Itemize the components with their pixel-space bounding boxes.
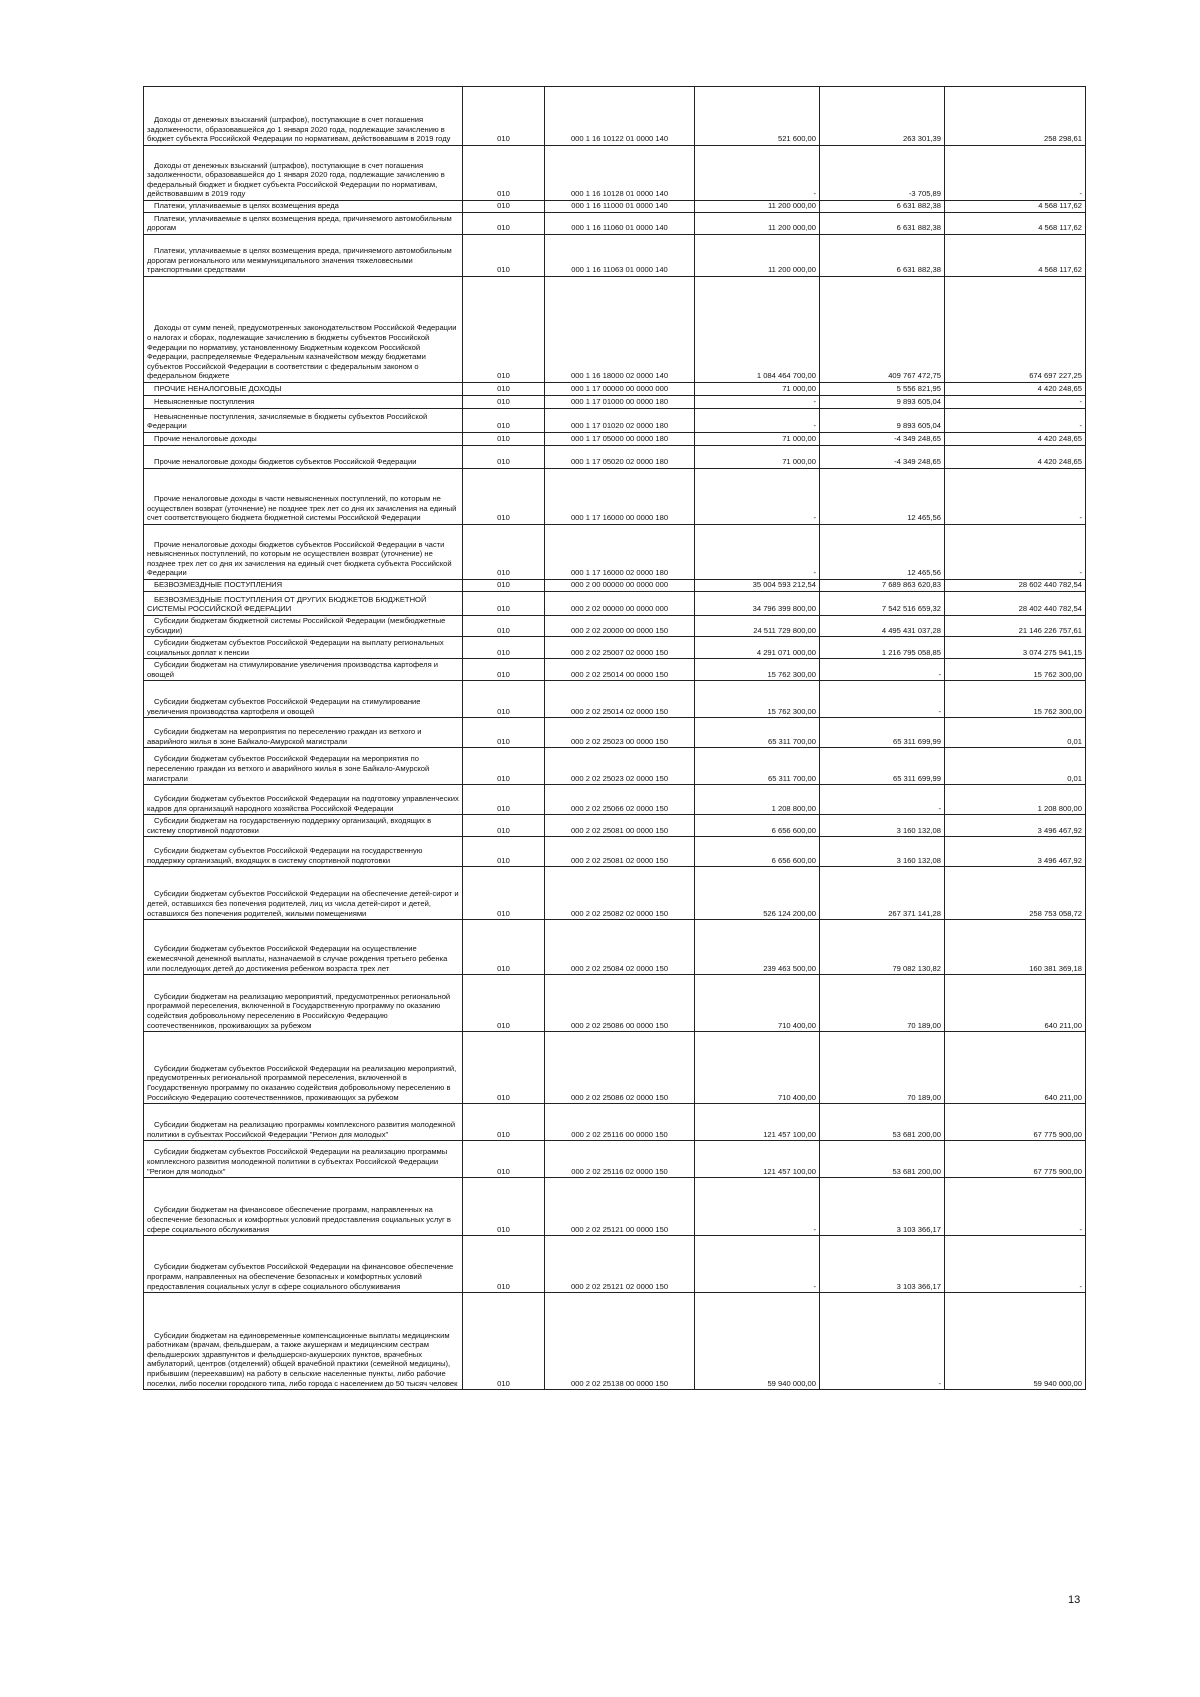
row-executed: - [820,659,945,681]
row-name: Субсидии бюджетам субъектов Российской Федерации на обеспечение детей-сирот и детей, оставшихся без попечения родителей, лиц из числа детей-сирот и детей, оставшихся без попечения родителей, жилыми помещениями [144,867,463,920]
row-executed: - [820,681,945,718]
row-executed: 1 216 795 058,85 [820,637,945,659]
row-kbk: 000 1 16 10122 01 0000 140 [545,87,695,146]
table-row [144,837,1086,867]
row-executed: 12 465,56 [820,525,945,580]
row-kbk: 000 2 02 25116 02 0000 150 [545,1141,695,1178]
row-executed: 65 311 699,99 [820,748,945,785]
row-code: 010 [463,580,545,592]
row-executed: 4 495 431 037,28 [820,616,945,637]
row-unexecuted: 674 697 227,25 [945,277,1086,383]
row-code: 010 [463,409,545,433]
table-row [144,277,1086,383]
row-executed: 409 767 472,75 [820,277,945,383]
row-unexecuted: - [945,409,1086,433]
row-unexecuted: 640 211,00 [945,975,1086,1032]
row-unexecuted: - [945,1236,1086,1293]
row-kbk: 000 2 02 25082 02 0000 150 [545,867,695,920]
row-approved: 15 762 300,00 [695,659,820,681]
row-name: Субсидии бюджетам субъектов Российской Федерации на мероприятия по переселению граждан из ветхого и аварийного жилья в зоне Байкало-Амурской магистрали [144,748,463,785]
row-name: Субсидии бюджетам на стимулирование увеличения производства картофеля и овощей [144,659,463,681]
row-unexecuted: - [945,146,1086,201]
table-row [144,396,1086,409]
row-unexecuted: 3 496 467,92 [945,815,1086,837]
row-code: 010 [463,837,545,867]
row-kbk: 000 2 02 25081 02 0000 150 [545,837,695,867]
row-approved: 11 200 000,00 [695,213,820,235]
row-executed: 7 689 863 620,83 [820,580,945,592]
row-unexecuted: - [945,525,1086,580]
row-kbk: 000 2 02 25116 00 0000 150 [545,1104,695,1141]
row-name: Субсидии бюджетам на мероприятия по переселению граждан из ветхого и аварийного жилья в зоне Байкало-Амурской магистрали [144,718,463,748]
row-approved: 71 000,00 [695,433,820,446]
row-name: Прочие неналоговые доходы [144,433,463,446]
row-code: 010 [463,201,545,213]
table-row [144,681,1086,718]
row-unexecuted: 4 420 248,65 [945,383,1086,396]
row-kbk: 000 2 02 25014 02 0000 150 [545,681,695,718]
row-approved: - [695,409,820,433]
row-executed: 7 542 516 659,32 [820,592,945,616]
row-unexecuted: - [945,469,1086,525]
row-code: 010 [463,592,545,616]
row-approved: 6 656 600,00 [695,837,820,867]
row-executed: 9 893 605,04 [820,396,945,409]
row-unexecuted: 258 298,61 [945,87,1086,146]
row-unexecuted: 15 762 300,00 [945,659,1086,681]
row-approved: 24 511 729 800,00 [695,616,820,637]
row-code: 010 [463,815,545,837]
row-approved: - [695,1236,820,1293]
row-name: Доходы от денежных взысканий (штрафов), поступающие в счет погашения задолженности, образовавшейся до 1 января 2020 года, подлежащие зачислению в федеральный бюджет и бюджет субъекта Российской Федерации по нормативам, действовавшим в 2019 году [144,146,463,201]
row-kbk: 000 1 17 01020 02 0000 180 [545,409,695,433]
row-kbk: 000 1 17 05020 02 0000 180 [545,446,695,469]
row-executed: 65 311 699,99 [820,718,945,748]
row-approved: 1 084 464 700,00 [695,277,820,383]
row-approved: 6 656 600,00 [695,815,820,837]
row-kbk: 000 1 17 16000 02 0000 180 [545,525,695,580]
row-kbk: 000 2 02 25084 02 0000 150 [545,920,695,975]
row-code: 010 [463,525,545,580]
row-kbk: 000 1 16 11063 01 0000 140 [545,235,695,277]
row-approved: 4 291 071 000,00 [695,637,820,659]
row-name: Субсидии бюджетам субъектов Российской Федерации на выплату региональных социальных доплат к пенсии [144,637,463,659]
row-name: Невыясненные поступления [144,396,463,409]
row-unexecuted: 4 420 248,65 [945,433,1086,446]
row-kbk: 000 2 02 00000 00 0000 000 [545,592,695,616]
row-code: 010 [463,616,545,637]
row-approved: 59 940 000,00 [695,1293,820,1390]
row-executed: 9 893 605,04 [820,409,945,433]
table-row [144,235,1086,277]
row-kbk: 000 2 02 25081 00 0000 150 [545,815,695,837]
row-name: Субсидии бюджетам субъектов Российской Федерации на реализацию программы комплексного развития молодежной политики в субъектах Российской Федерации "Регион для молодых" [144,1141,463,1178]
row-kbk: 000 1 17 00000 00 0000 000 [545,383,695,396]
row-approved: 710 400,00 [695,1032,820,1104]
row-approved: - [695,1178,820,1236]
row-name: Доходы от сумм пеней, предусмотренных законодательством Российской Федерации о налогах и сборах, подлежащие зачислению в бюджеты субъектов Российской Федерации по нормативу, установленному Бюджетным кодексом Российской Федерации, распределяемые Федеральным казначейством между бюджетами субъектов Российской Федерации в соответствии с федеральным законом о федеральном бюджете [144,277,463,383]
row-name: ПРОЧИЕ НЕНАЛОГОВЫЕ ДОХОДЫ [144,383,463,396]
row-approved: 526 124 200,00 [695,867,820,920]
row-name: Субсидии бюджетам субъектов Российской Федерации на стимулирование увеличения производства картофеля и овощей [144,681,463,718]
row-executed: -4 349 248,65 [820,433,945,446]
row-approved: 11 200 000,00 [695,235,820,277]
table-row [144,409,1086,433]
row-unexecuted: 160 381 369,18 [945,920,1086,975]
row-kbk: 000 1 16 11000 01 0000 140 [545,201,695,213]
row-kbk: 000 2 00 00000 00 0000 000 [545,580,695,592]
row-name: БЕЗВОЗМЕЗДНЫЕ ПОСТУПЛЕНИЯ ОТ ДРУГИХ БЮДЖЕТОВ БЮДЖЕТНОЙ СИСТЕМЫ РОССИЙСКОЙ ФЕДЕРАЦИИ [144,592,463,616]
table-row [144,525,1086,580]
page-number: 13 [1068,1594,1081,1606]
row-approved: - [695,469,820,525]
row-name: Субсидии бюджетам на государственную поддержку организаций, входящих в систему спортивной подготовки [144,815,463,837]
row-unexecuted: 28 602 440 782,54 [945,580,1086,592]
row-kbk: 000 2 02 25086 00 0000 150 [545,975,695,1032]
row-executed: 12 465,56 [820,469,945,525]
table-row [144,1141,1086,1178]
row-code: 010 [463,867,545,920]
row-name: Субсидии бюджетам субъектов Российской Федерации на осуществление ежемесячной денежной выплаты, назначаемой в случае рождения третьего ребенка или последующих детей до достижения ребенком возраста трех лет [144,920,463,975]
row-code: 010 [463,1293,545,1390]
row-approved: - [695,525,820,580]
row-code: 010 [463,446,545,469]
table-row [144,213,1086,235]
table-row [144,815,1086,837]
row-kbk: 000 2 02 25086 02 0000 150 [545,1032,695,1104]
row-executed: - [820,1293,945,1390]
row-name: Прочие неналоговые доходы бюджетов субъектов Российской Федерации [144,446,463,469]
table-row [144,433,1086,446]
row-executed: 263 301,39 [820,87,945,146]
row-code: 010 [463,213,545,235]
row-code: 010 [463,1032,545,1104]
row-name: Платежи, уплачиваемые в целях возмещения вреда, причиняемого автомобильным дорогам регионального или межмуниципального значения тяжеловесными транспортными средствами [144,235,463,277]
table-row [144,383,1086,396]
row-unexecuted: 21 146 226 757,61 [945,616,1086,637]
row-unexecuted: 1 208 800,00 [945,785,1086,815]
revenue-table [143,86,1086,1390]
row-code: 010 [463,1104,545,1141]
row-executed: -3 705,89 [820,146,945,201]
row-code: 010 [463,1178,545,1236]
row-unexecuted: 15 762 300,00 [945,681,1086,718]
row-executed: 3 103 366,17 [820,1236,945,1293]
row-unexecuted: 640 211,00 [945,1032,1086,1104]
row-kbk: 000 2 02 25121 02 0000 150 [545,1236,695,1293]
row-executed: 6 631 882,38 [820,201,945,213]
row-unexecuted: 4 568 117,62 [945,201,1086,213]
row-code: 010 [463,659,545,681]
row-code: 010 [463,975,545,1032]
row-code: 010 [463,1236,545,1293]
row-approved: 15 762 300,00 [695,681,820,718]
row-approved: 710 400,00 [695,975,820,1032]
table-row [144,1178,1086,1236]
row-kbk: 000 2 02 25023 00 0000 150 [545,718,695,748]
row-code: 010 [463,383,545,396]
row-name: Субсидии бюджетам на реализацию программы комплексного развития молодежной политики в субъектах Российской Федерации "Регион для молодых" [144,1104,463,1141]
row-unexecuted: 67 775 900,00 [945,1141,1086,1178]
row-name: Субсидии бюджетам на финансовое обеспечение программ, направленных на обеспечение безопасных и комфортных условий предоставления социальных услуг в сфере социального обслуживания [144,1178,463,1236]
row-kbk: 000 2 02 25007 02 0000 150 [545,637,695,659]
row-approved: 65 311 700,00 [695,748,820,785]
table-row [144,637,1086,659]
row-unexecuted: 59 940 000,00 [945,1293,1086,1390]
row-kbk: 000 1 17 05000 00 0000 180 [545,433,695,446]
row-code: 010 [463,396,545,409]
row-name: Невыясненные поступления, зачисляемые в бюджеты субъектов Российской Федерации [144,409,463,433]
row-code: 010 [463,235,545,277]
row-name: Субсидии бюджетам субъектов Российской Федерации на финансовое обеспечение программ, направленных на обеспечение безопасных и комфортных условий предоставления социальных услуг в сфере социального обслуживания [144,1236,463,1293]
row-unexecuted: 0,01 [945,718,1086,748]
row-executed: 70 189,00 [820,1032,945,1104]
table-row [144,616,1086,637]
row-unexecuted: 4 420 248,65 [945,446,1086,469]
row-approved: - [695,146,820,201]
row-name: Субсидии бюджетам на единовременные компенсационные выплаты медицинским работникам (врачам, фельдшерам, а также акушеркам и медицинским сестрам фельдшерских здравпунктов и фельдшерско-акушерских пунктов, врачебных амбулаторий, центров (отделений) общей врачебной практики (семейной медицины), прибывшим (переехавшим) на работу в сельские населенные пункты, либо рабочие поселки, либо поселки городского типа, либо города с населением до 50 тысяч человек [144,1293,463,1390]
row-code: 010 [463,433,545,446]
row-unexecuted: 0,01 [945,748,1086,785]
row-approved: 121 457 100,00 [695,1104,820,1141]
row-name: Доходы от денежных взысканий (штрафов), поступающие в счет погашения задолженности, образовавшейся до 1 января 2020 года, подлежащие зачислению в бюджет субъекта Российской Федерации по нормативам, действовавшим в 2019 году [144,87,463,146]
row-code: 010 [463,277,545,383]
row-name: Прочие неналоговые доходы бюджетов субъектов Российской Федерации в части невыясненных поступлений, по которым не осуществлен возврат (уточнение) не позднее трех лет со дня их зачисления на единый счет бюджета субъекта Российской Федерации [144,525,463,580]
row-code: 010 [463,681,545,718]
row-executed: 6 631 882,38 [820,235,945,277]
table-row [144,785,1086,815]
row-kbk: 000 2 02 25023 02 0000 150 [545,748,695,785]
row-name: Субсидии бюджетам бюджетной системы Российской Федерации (межбюджетные субсидии) [144,616,463,637]
row-kbk: 000 1 16 18000 02 0000 140 [545,277,695,383]
row-kbk: 000 1 16 11060 01 0000 140 [545,213,695,235]
row-approved: 71 000,00 [695,446,820,469]
row-unexecuted: 258 753 058,72 [945,867,1086,920]
row-code: 010 [463,1141,545,1178]
row-executed: 53 681 200,00 [820,1141,945,1178]
row-code: 010 [463,718,545,748]
row-executed: - [820,785,945,815]
row-name: Субсидии бюджетам субъектов Российской Федерации на подготовку управленческих кадров для организаций народного хозяйства Российской Федерации [144,785,463,815]
table-row [144,975,1086,1032]
row-approved: 121 457 100,00 [695,1141,820,1178]
table-row [144,920,1086,975]
row-unexecuted: - [945,396,1086,409]
table-row [144,1032,1086,1104]
row-approved: 239 463 500,00 [695,920,820,975]
table-row [144,580,1086,592]
row-code: 010 [463,920,545,975]
row-kbk: 000 1 16 10128 01 0000 140 [545,146,695,201]
row-name: Субсидии бюджетам субъектов Российской Федерации на государственную поддержку организаций, входящих в систему спортивной подготовки [144,837,463,867]
row-kbk: 000 1 17 01000 00 0000 180 [545,396,695,409]
table-row [144,659,1086,681]
table-row [144,592,1086,616]
row-approved: 35 004 593 212,54 [695,580,820,592]
row-executed: 3 103 366,17 [820,1178,945,1236]
table-row [144,1293,1086,1390]
row-code: 010 [463,146,545,201]
row-unexecuted: 3 074 275 941,15 [945,637,1086,659]
row-name: Платежи, уплачиваемые в целях возмещения вреда [144,201,463,213]
row-name: Субсидии бюджетам на реализацию мероприятий, предусмотренных региональной программой переселения, включенной в Государственную программу по оказанию содействия добровольному переселению в Российскую Федерацию соотечественников, проживающих за рубежом [144,975,463,1032]
row-kbk: 000 2 02 20000 00 0000 150 [545,616,695,637]
row-executed: 70 189,00 [820,975,945,1032]
table-row [144,718,1086,748]
row-name: Прочие неналоговые доходы в части невыясненных поступлений, по которым не осуществлен возврат (уточнение) не позднее трех лет со дня их зачисления на единый счет соответствующего бюджета бюджетной системы Российской Федерации [144,469,463,525]
row-approved: 65 311 700,00 [695,718,820,748]
row-name: Субсидии бюджетам субъектов Российской Федерации на реализацию мероприятий, предусмотренных региональной программой переселения, включенной в Государственную программу по оказанию содействия добровольному переселению в Российскую Федерацию соотечественников, проживающих за рубежом [144,1032,463,1104]
row-kbk: 000 2 02 25121 00 0000 150 [545,1178,695,1236]
row-code: 010 [463,785,545,815]
row-executed: 3 160 132,08 [820,815,945,837]
row-executed: 6 631 882,38 [820,213,945,235]
row-unexecuted: 4 568 117,62 [945,213,1086,235]
row-approved: 11 200 000,00 [695,201,820,213]
row-code: 010 [463,748,545,785]
row-unexecuted: 4 568 117,62 [945,235,1086,277]
row-kbk: 000 2 02 25066 02 0000 150 [545,785,695,815]
row-kbk: 000 2 02 25014 00 0000 150 [545,659,695,681]
row-kbk: 000 1 17 16000 00 0000 180 [545,469,695,525]
row-name: Платежи, уплачиваемые в целях возмещения вреда, причиняемого автомобильным дорогам [144,213,463,235]
table-row [144,1104,1086,1141]
table-row [144,867,1086,920]
table-row [144,748,1086,785]
row-approved: 1 208 800,00 [695,785,820,815]
row-unexecuted: - [945,1178,1086,1236]
row-approved: 34 796 399 800,00 [695,592,820,616]
row-approved: - [695,396,820,409]
row-executed: 53 681 200,00 [820,1104,945,1141]
row-executed: -4 349 248,65 [820,446,945,469]
table-row [144,469,1086,525]
table-row [144,146,1086,201]
table-row [144,87,1086,146]
row-executed: 267 371 141,28 [820,867,945,920]
row-kbk: 000 2 02 25138 00 0000 150 [545,1293,695,1390]
row-approved: 71 000,00 [695,383,820,396]
table-row [144,201,1086,213]
row-executed: 5 556 821,95 [820,383,945,396]
table-body [144,87,1086,1390]
row-code: 010 [463,469,545,525]
row-name: БЕЗВОЗМЕЗДНЫЕ ПОСТУПЛЕНИЯ [144,580,463,592]
row-unexecuted: 3 496 467,92 [945,837,1086,867]
table-row [144,446,1086,469]
row-unexecuted: 67 775 900,00 [945,1104,1086,1141]
row-code: 010 [463,637,545,659]
table-row [144,1236,1086,1293]
row-unexecuted: 28 402 440 782,54 [945,592,1086,616]
row-code: 010 [463,87,545,146]
row-executed: 79 082 130,82 [820,920,945,975]
row-approved: 521 600,00 [695,87,820,146]
row-executed: 3 160 132,08 [820,837,945,867]
